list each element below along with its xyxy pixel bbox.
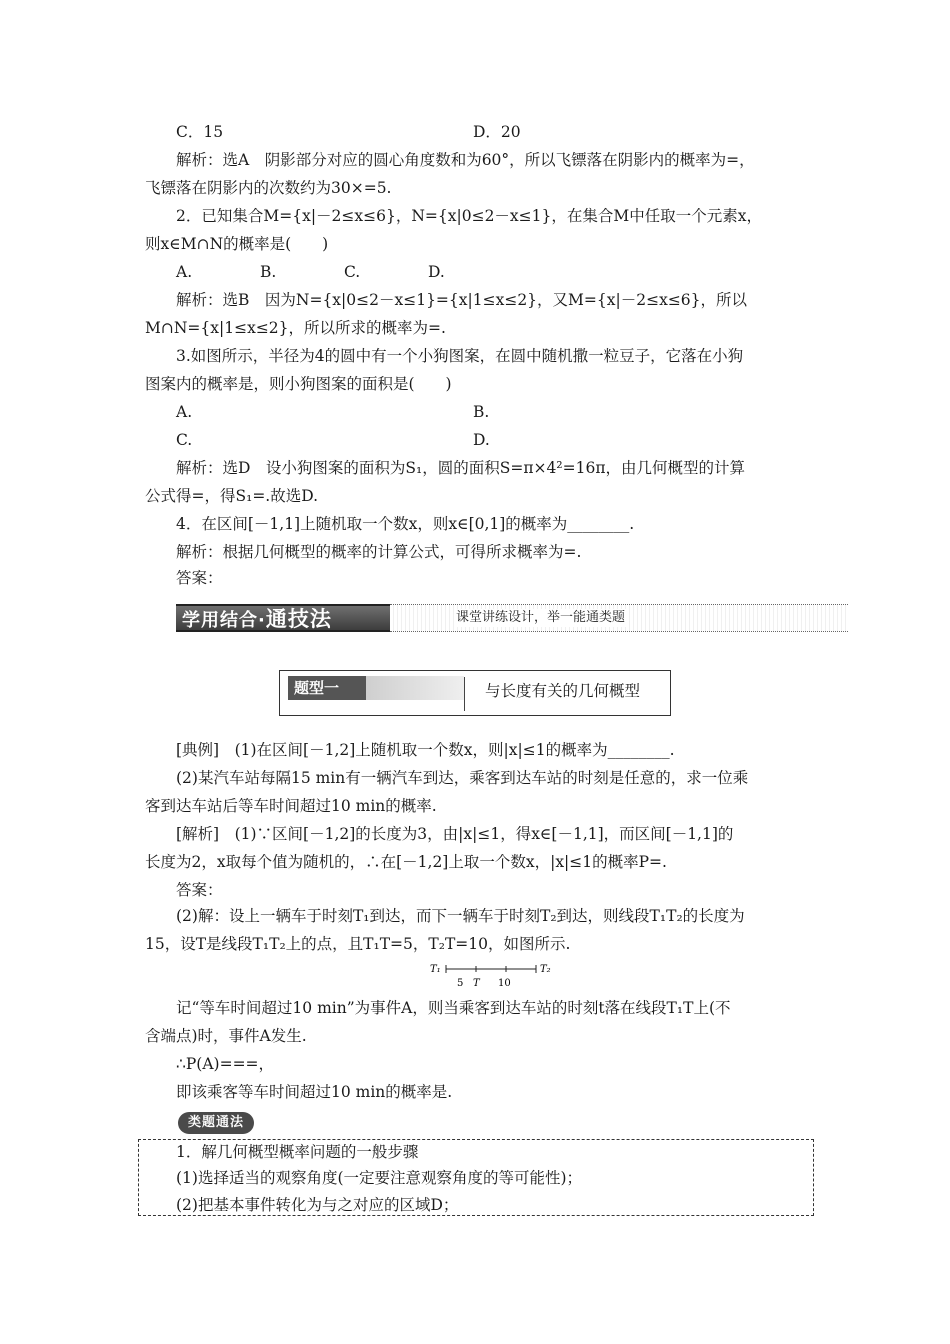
solution-line5: 记“等车时间超过10 min”为事件A，则当乘客到达车站的时刻t落在线段T₁T上(不 — [176, 999, 731, 1017]
segment-label-t: T — [473, 978, 480, 989]
q2-option-b: B. — [260, 263, 277, 281]
q3-option-d: D. — [473, 431, 490, 449]
topic-divider — [464, 677, 465, 711]
example-line3: 客到达车站后等车时间超过10 min的概率. — [145, 797, 437, 815]
example-line1: [典例] (1)在区间[－1,2]上随机取一个数x，则|x|≤1的概率为________. — [176, 741, 675, 759]
segment-figure — [430, 962, 560, 992]
segment-label-t1: T₁ — [430, 964, 441, 975]
banner-title-part1: 学用结合· — [182, 610, 266, 631]
q4-answer: 答案： — [176, 569, 223, 587]
method-line1: 1．解几何概型概率问题的一般步骤 — [176, 1143, 419, 1161]
solution-line6: 含端点)时，事件A发生. — [145, 1027, 307, 1045]
section-banner — [176, 604, 848, 632]
solution-line3: (2)解：设上一辆车于时刻T₁到达，而下一辆车于时刻T₂到达，则线段T₁T₂的长度为 — [176, 907, 745, 925]
q1-analysis-line2: 飞镖落在阴影内的次数约为30×=5. — [145, 179, 392, 197]
q3-analysis-line2: 公式得=，得S₁=.故选D. — [145, 487, 319, 505]
q2-option-d: D. — [428, 263, 445, 281]
method-line2: (1)选择适当的观察角度(一定要注意观察角度的等可能性)； — [176, 1169, 583, 1187]
q3-line2: 图案内的概率是，则小狗图案的面积是( ) — [145, 375, 452, 393]
banner-title-part2: 通技法 — [265, 607, 332, 631]
solution-answer: 答案： — [176, 881, 223, 899]
q3-analysis-line1: 解析：选D 设小狗图案的面积为S₁，圆的面积S=π×4²=16π，由几何概型的计算 — [176, 459, 746, 477]
banner-title — [182, 607, 332, 633]
q1-analysis-line1: 解析：选A 阴影部分对应的圆心角度数和为60°，所以飞镖落在阴影内的概率为=， — [176, 151, 755, 169]
topic-tag — [288, 676, 464, 700]
q3-option-a: A. — [176, 403, 193, 421]
segment-label-t2: T₂ — [540, 964, 551, 975]
q3-option-b: B. — [473, 403, 490, 421]
q4-analysis: 解析：根据几何概型的概率的计算公式，可得所求概率为=. — [176, 543, 582, 561]
solution-line2: 长度为2，x取每个值为随机的，∴在[－1,2]上取一个数x，|x|≤1的概率P=. — [145, 853, 667, 871]
topic-tag-label: 题型一 — [294, 679, 340, 697]
method-line3: (2)把基本事件转化为与之对应的区域D； — [176, 1196, 459, 1214]
q2-option-a: A. — [176, 263, 193, 281]
q3-option-c: C. — [176, 431, 193, 449]
q2-analysis-line1: 解析：选B 因为N={x|0≤2－x≤1}={x|1≤x≤2}，又M={x|－2≤x≤6}，所以 — [176, 291, 748, 309]
method-badge: 类题通法 — [178, 1112, 254, 1134]
q1-option-c: C．15 — [176, 123, 224, 141]
solution-line7: ∴P(A)===， — [176, 1055, 275, 1073]
banner-subtitle: 课堂讲练设计，举一能通类题 — [456, 610, 626, 625]
topic-title: 与长度有关的几何概型 — [485, 682, 641, 700]
q2-analysis-line2: M∩N={x|1≤x≤2}，所以所求的概率为=. — [145, 319, 446, 337]
example-line2: (2)某汽车站每隔15 min有一辆汽车到达，乘客到达车站的时刻是任意的，求一位乘 — [176, 769, 749, 787]
segment-label-10: 10 — [498, 978, 511, 989]
q2-line2: 则x∈M∩N的概率是( ) — [145, 235, 329, 253]
q1-option-d: D．20 — [473, 123, 521, 141]
solution-line1: [解析] (1)∵区间[－1,2]的长度为3，由|x|≤1，得x∈[－1,1]，而区间[－1,1]的 — [176, 825, 734, 843]
banner-subtitle-block — [390, 604, 848, 632]
solution-line4: 15，设T是线段T₁T₂上的点，且T₁T=5，T₂T=10，如图所示. — [145, 935, 571, 953]
topic-header-box — [279, 670, 671, 716]
q4-line1: 4．在区间[－1,1]上随机取一个数x，则x∈[0,1]的概率为________. — [176, 515, 635, 533]
q3-line1: 3.如图所示，半径为4的圆中有一个小狗图案，在圆中随机撒一粒豆子，它落在小狗 — [176, 347, 744, 365]
segment-label-5: 5 — [457, 978, 464, 989]
banner-title-block — [176, 604, 390, 632]
solution-line8: 即该乘客等车时间超过10 min的概率是. — [176, 1083, 453, 1101]
q2-line1: 2．已知集合M={x|－2≤x≤6}，N={x|0≤2－x≤1}，在集合M中任取一个元素x， — [176, 207, 762, 225]
q2-option-c: C. — [344, 263, 361, 281]
